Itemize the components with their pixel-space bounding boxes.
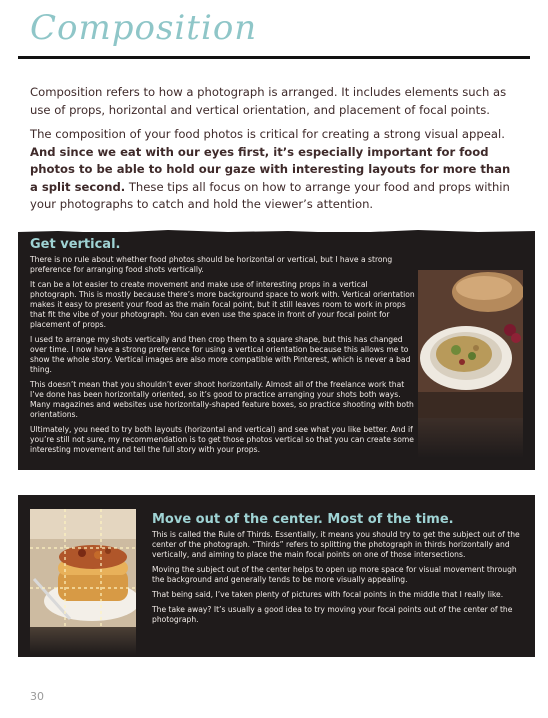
salad-bowl-illustration: [418, 270, 523, 418]
rule-of-thirds-paragraph: The take away? It’s usually a good idea to try moving your focal points out of the center of the photograph.: [152, 605, 513, 624]
get-vertical-text: [30, 237, 415, 460]
intro-p2-bold: And since we eat with our eyes first, it’s especially important for food photos to be able to hold our gaze with interesting layouts for more than a split second.: [30, 144, 511, 194]
get-vertical-paragraph: It can be a lot easier to create movement and make use of interesting props in a vertical photograph. This is mostly because there’s more background space to work with. Vertical orientation makes it easy to present your food as the main focal point, but it still leaves room to work in props that fit the vibe of your photograph. You can even use the space in front of your focal point for placement of props.: [30, 280, 415, 329]
photo-reflection: [30, 627, 136, 655]
get-vertical-paragraph: This doesn’t mean that you shouldn’t ever shoot horizontally. Almost all of the freelance work that I’ve done has been horizontally oriented, so it’s good to practice arranging your shots both ways. Many magazines and websites use horizontally-shaped feature boxes, so practice shooting with both orientations.: [30, 380, 414, 419]
panel-edge: [18, 229, 535, 235]
intro-p2-end: These tips all focus on how to arrange your food and props within your photographs to catch and hold the viewer’s attention.: [30, 179, 510, 211]
rule-of-thirds-heading: Move out of the center. Most of the time.: [152, 512, 454, 527]
rule-of-thirds-paragraph: That being said, I’ve taken plenty of pictures with focal points in the middle that I really like.: [152, 590, 504, 599]
get-vertical-paragraph: Ultimately, you need to try both layouts (horizontal and vertical) and see what you like better. And if you’re still not sure, my recommendation is to get those photos vertical so that you can create some interesting movement and tell the full story with your props.: [30, 425, 414, 454]
photo-reflection: [418, 418, 523, 458]
intro-paragraph-1: Composition refers to how a photograph is arranged. It includes elements such as use of props, horizontal and vertical orientation, and placement of focal points.: [30, 85, 507, 117]
page-number: 30: [30, 690, 44, 703]
intro-p2-start: The composition of your food photos is critical for creating a strong visual appeal.: [30, 127, 505, 141]
rule-of-thirds-paragraph: Moving the subject out of the center helps to open up more space for visual movement through the background and generally tends to be more visually appealing.: [152, 565, 517, 584]
get-vertical-paragraph: There is no rule about whether food photos should be horizontal or vertical, but I have a strong preference for arranging food shots vertically.: [30, 255, 393, 274]
title-divider: [18, 56, 530, 59]
rule-of-thirds-text: [152, 512, 522, 630]
rule-of-thirds-paragraph: This is called the Rule of Thirds. Essentially, it means you should try to get the subject out of the center of the photograph. “Thirds” refers to splitting the photograph in thirds horizontally and vertically, and aiming to place the main focal points on one of those intersections.: [152, 530, 520, 559]
get-vertical-paragraph: I used to arrange my shots vertically and then crop them to a square shape, but this has changed over time. I now have a strong preference for using a vertical orientation because this allows me to show the whole story. Vertical images are also more compatible with Pinterest, which is never a bad thing.: [30, 335, 411, 374]
get-vertical-heading: Get vertical.: [30, 237, 121, 252]
intro-text: [30, 84, 522, 221]
get-vertical-panel: [18, 232, 535, 470]
pancake-stack-illustration: [30, 509, 136, 627]
rule-of-thirds-panel: [18, 495, 535, 657]
vertical-food-photo: [418, 270, 523, 418]
intro-paragraph-2: [30, 126, 522, 214]
page-title: Composition: [30, 8, 258, 48]
pancake-photo: [30, 509, 136, 627]
